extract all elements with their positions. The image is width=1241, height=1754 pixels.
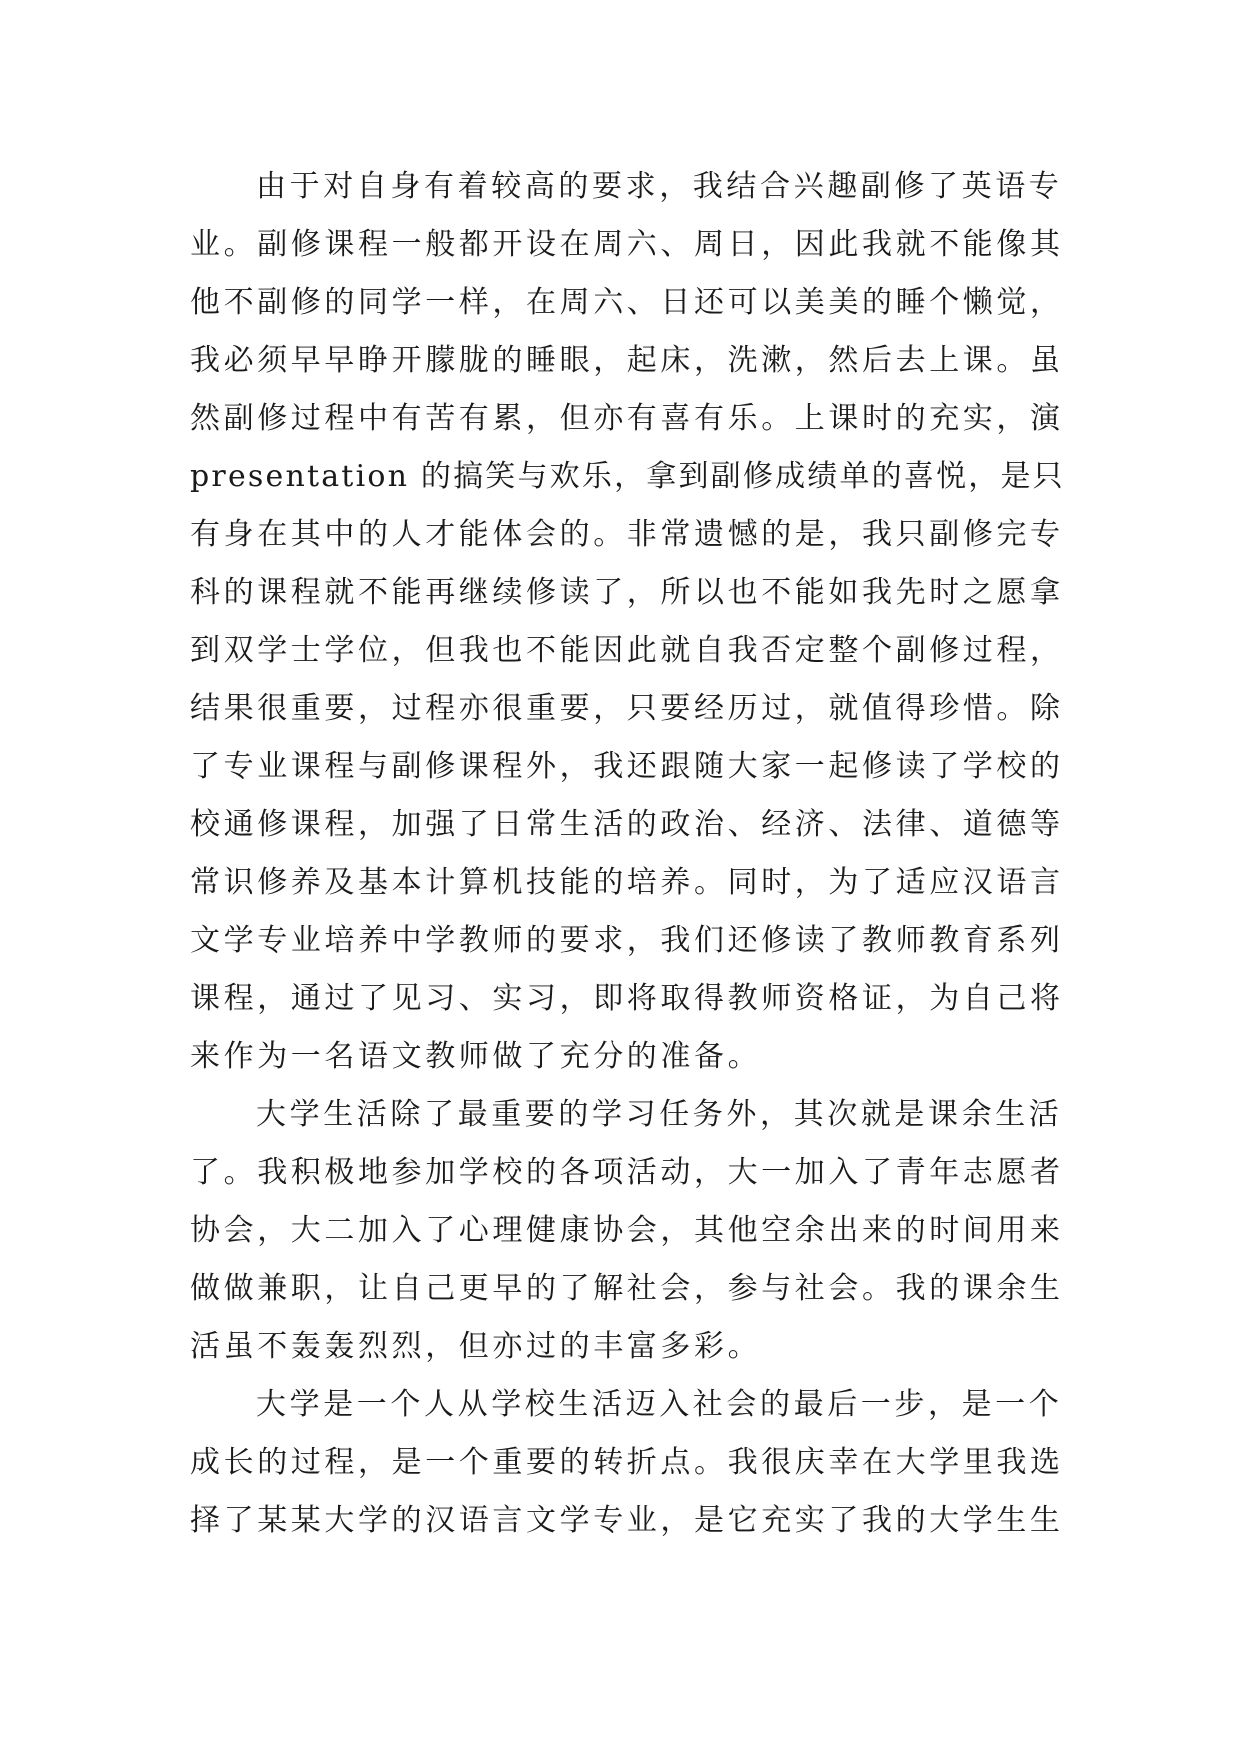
paragraph-1-line-12: 校通修课程，加强了日常生活的政治、经济、法律、道德等: [190, 807, 1064, 842]
paragraph-2-line-3: 协会，大二加入了心理健康协会，其他空余出来的时间用来: [190, 1213, 1064, 1248]
paragraph-1-line-8: 科的课程就不能再继续修读了，所以也不能如我先时之愿拿: [190, 575, 1064, 610]
paragraph-3-line-3: 择了某某大学的汉语言文学专业，是它充实了我的大学生生: [190, 1503, 1064, 1538]
paragraph-1-line-13: 常识修养及基本计算机技能的培养。同时，为了适应汉语言: [190, 865, 1064, 900]
paragraph-1-line-10: 结果很重要，过程亦很重要，只要经历过，就值得珍惜。除: [190, 691, 1064, 726]
paragraph-3-line-1: 大学是一个人从学校生活迈入社会的最后一步，是一个: [256, 1387, 1063, 1422]
body-text: [190, 158, 1070, 1550]
paragraph-1-line-11: 了专业课程与副修课程外，我还跟随大家一起修读了学校的: [190, 749, 1064, 784]
paragraph-1-line-14: 文学专业培养中学教师的要求，我们还修读了教师教育系列: [190, 923, 1064, 958]
paragraph-1-line-6: presentation 的搞笑与欢乐，拿到副修成绩单的喜悦，是只: [190, 459, 1065, 494]
paragraph-2-line-5: 活虽不轰轰烈烈，但亦过的丰富多彩。: [190, 1329, 762, 1364]
paragraph-1-line-5: 然副修过程中有苦有累，但亦有喜有乐。上课时的充实，演: [190, 401, 1064, 436]
paragraph-1-line-9: 到双学士学位，但我也不能因此就自我否定整个副修过程，: [190, 633, 1064, 668]
paragraph-2-line-1: 大学生活除了最重要的学习任务外，其次就是课余生活: [256, 1097, 1063, 1132]
paragraph-1-line-1: 由于对自身有着较高的要求，我结合兴趣副修了英语专: [256, 169, 1063, 204]
paragraph-1-line-15: 课程，通过了见习、实习，即将取得教师资格证，为自己将: [190, 981, 1064, 1016]
paragraph-2-line-4: 做做兼职，让自己更早的了解社会，参与社会。我的课余生: [190, 1271, 1064, 1306]
paragraph-1-line-2: 业。副修课程一般都开设在周六、周日，因此我就不能像其: [190, 227, 1064, 262]
paragraph-1-line-4: 我必须早早睁开朦胧的睡眼，起床，洗漱，然后去上课。虽: [190, 343, 1064, 378]
paragraph-3-line-2: 成长的过程，是一个重要的转折点。我很庆幸在大学里我选: [190, 1445, 1064, 1480]
paragraph-2-line-2: 了。我积极地参加学校的各项活动，大一加入了青年志愿者: [190, 1155, 1064, 1190]
paragraph-1-line-16: 来作为一名语文教师做了充分的准备。: [190, 1039, 762, 1074]
paragraph-1-line-7: 有身在其中的人才能体会的。非常遗憾的是，我只副修完专: [190, 517, 1064, 552]
paragraph-1-line-3: 他不副修的同学一样，在周六、日还可以美美的睡个懒觉，: [190, 285, 1064, 320]
